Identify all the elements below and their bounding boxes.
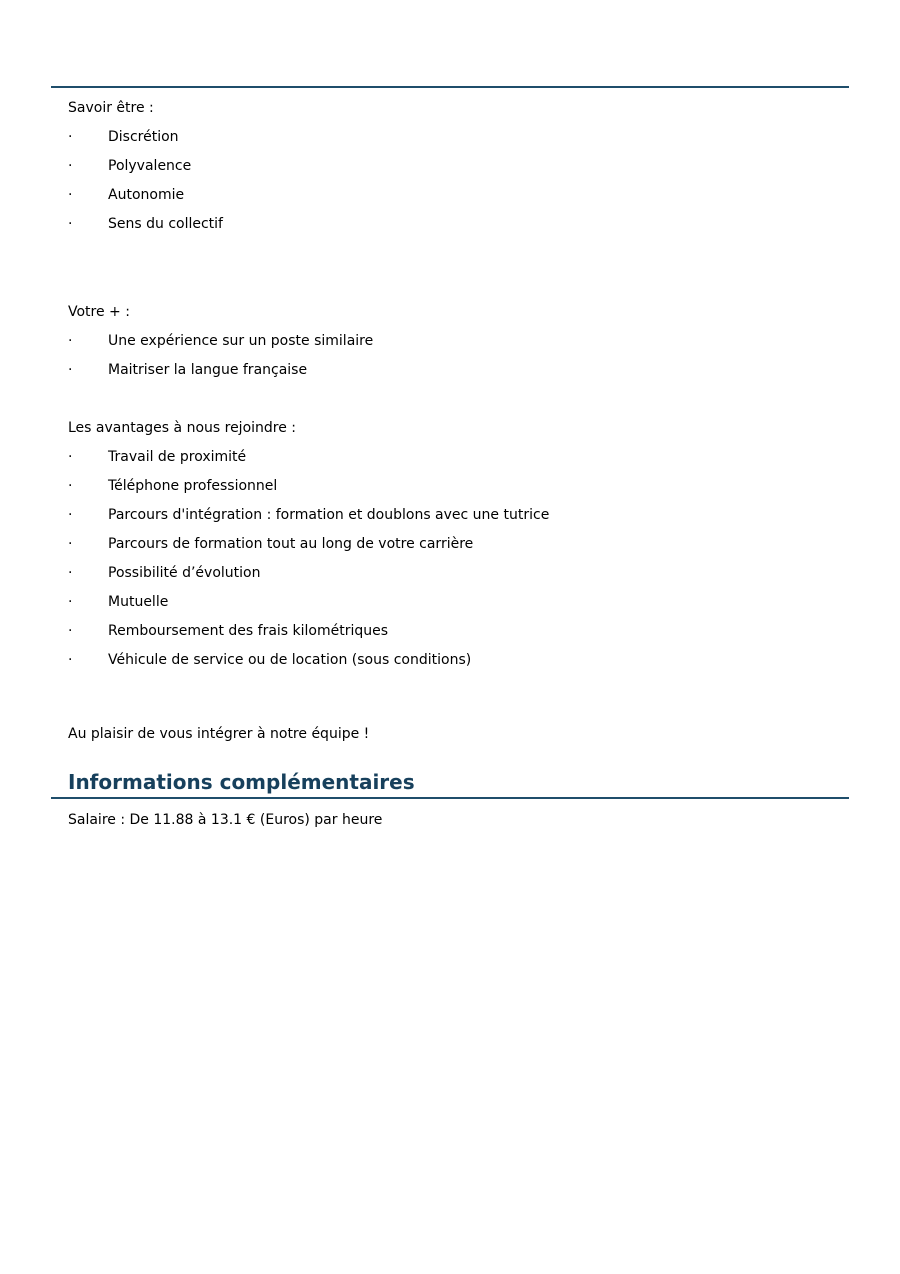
bullet-icon: · bbox=[68, 478, 73, 494]
bullet-icon: · bbox=[68, 333, 73, 349]
list-item-text: Une expérience sur un poste similaire bbox=[108, 333, 374, 349]
list-item-text: Mutuelle bbox=[108, 594, 169, 610]
votre-plus-heading: Votre + : bbox=[68, 304, 130, 320]
list-item-text: Discrétion bbox=[108, 129, 179, 145]
savoir-etre-heading: Savoir être : bbox=[68, 100, 154, 116]
salary-text: Salaire : De 11.88 à 13.1 € (Euros) par heure bbox=[68, 812, 383, 828]
list-item-text: Parcours d'intégration : formation et doublons avec une tutrice bbox=[108, 507, 550, 523]
bullet-icon: · bbox=[68, 594, 73, 610]
bullet-icon: · bbox=[68, 449, 73, 465]
bullet-icon: · bbox=[68, 129, 73, 145]
closing-text: Au plaisir de vous intégrer à notre équipe ! bbox=[68, 726, 370, 742]
bullet-icon: · bbox=[68, 565, 73, 581]
bullet-icon: · bbox=[68, 158, 73, 174]
top-divider bbox=[51, 86, 849, 88]
list-item-text: Travail de proximité bbox=[108, 449, 247, 465]
list-item-text: Possibilité d’évolution bbox=[108, 565, 261, 581]
list-item-text: Téléphone professionnel bbox=[108, 478, 278, 494]
section-divider bbox=[51, 797, 849, 799]
list-item-text: Maitriser la langue française bbox=[108, 362, 308, 378]
bullet-icon: · bbox=[68, 216, 73, 232]
avantages-heading: Les avantages à nous rejoindre : bbox=[68, 420, 297, 436]
bullet-icon: · bbox=[68, 652, 73, 668]
bullet-icon: · bbox=[68, 187, 73, 203]
list-item-text: Sens du collectif bbox=[108, 216, 223, 232]
list-item-text: Autonomie bbox=[108, 187, 185, 203]
list-item-text: Véhicule de service ou de location (sous conditions) bbox=[108, 652, 472, 668]
bullet-icon: · bbox=[68, 362, 73, 378]
bullet-icon: · bbox=[68, 536, 73, 552]
list-item-text: Polyvalence bbox=[108, 158, 192, 174]
list-item-text: Remboursement des frais kilométriques bbox=[108, 623, 389, 639]
bullet-icon: · bbox=[68, 623, 73, 639]
bullet-icon: · bbox=[68, 507, 73, 523]
list-item-text: Parcours de formation tout au long de votre carrière bbox=[108, 536, 474, 552]
section-title-informations: Informations complémentaires bbox=[68, 770, 415, 794]
